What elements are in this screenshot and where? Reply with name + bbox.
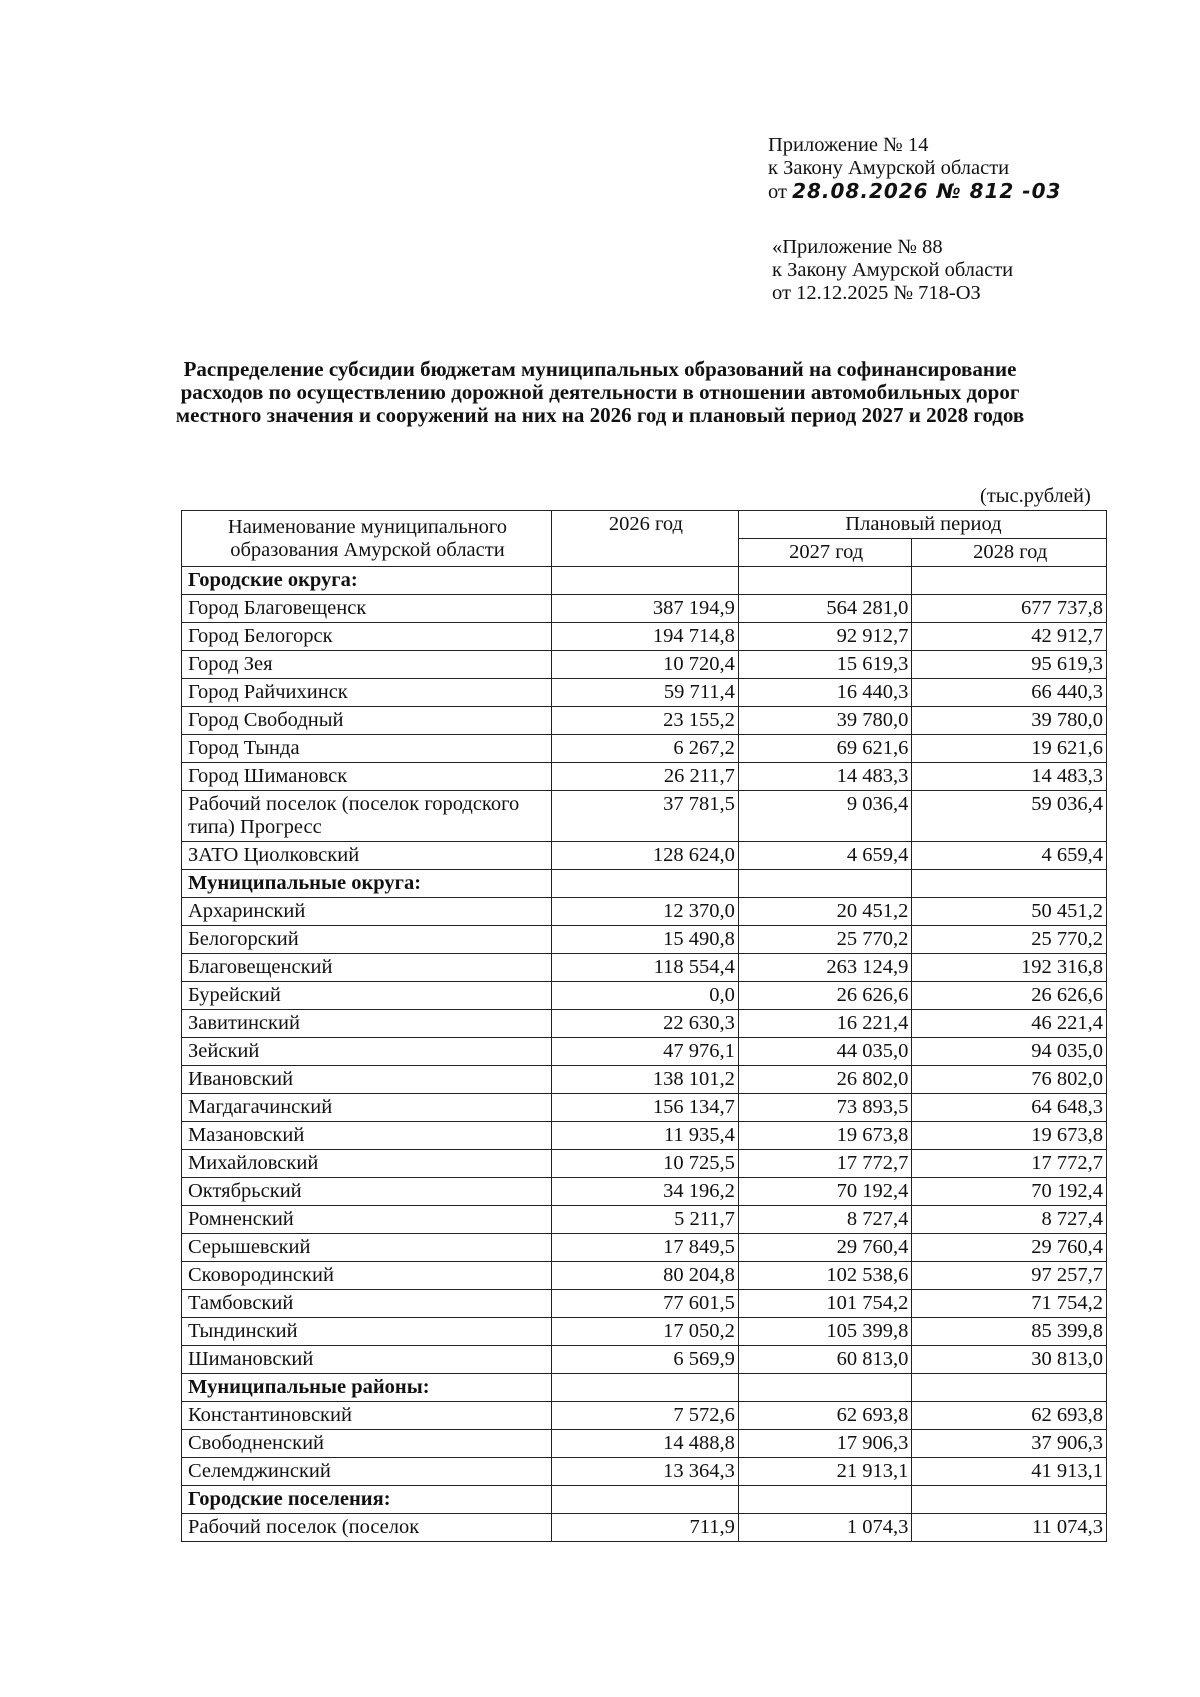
- table-row: [182, 926, 1107, 954]
- value-2027: 4 659,4: [738, 842, 912, 870]
- column-header-2026: 2026 год: [551, 511, 738, 567]
- value-2026: 11 935,4: [551, 1122, 738, 1150]
- municipality-name: Селемджинский: [182, 1458, 552, 1486]
- municipality-name: Белогорский: [182, 926, 552, 954]
- appendix-number: Приложение № 14: [768, 134, 929, 156]
- value-2026: 47 976,1: [551, 1038, 738, 1066]
- section-title: Муниципальные округа:: [182, 870, 552, 898]
- municipality-name: Михайловский: [182, 1150, 552, 1178]
- municipality-name: Город Свободный: [182, 707, 552, 735]
- section-empty-2026: [551, 1374, 738, 1402]
- value-2026: 13 364,3: [551, 1458, 738, 1486]
- section-row: [182, 1486, 1107, 1514]
- municipality-name: Тындинский: [182, 1318, 552, 1346]
- municipality-name: Мазановский: [182, 1122, 552, 1150]
- value-2027: 17 906,3: [738, 1430, 912, 1458]
- value-2028: 97 257,7: [912, 1262, 1107, 1290]
- value-2027: 16 440,3: [738, 679, 912, 707]
- table-row: [182, 735, 1107, 763]
- value-2026: 34 196,2: [551, 1178, 738, 1206]
- section-row: [182, 870, 1107, 898]
- value-2027: 44 035,0: [738, 1038, 912, 1066]
- original-appendix-header: [772, 236, 1013, 305]
- value-2027: 17 772,7: [738, 1150, 912, 1178]
- value-2026: 59 711,4: [551, 679, 738, 707]
- document-title: Распределение субсидии бюджетам муниципальных образований на софинансирование расходов по осуществлению дорожной деятельности в отношении автомобильных дорог местного значения и сооружений на них на 2026 год и плановый период 2027 и 2028 годов: [175, 357, 1025, 427]
- value-2026: 77 601,5: [551, 1290, 738, 1318]
- table-row: [182, 651, 1107, 679]
- value-2027: 70 192,4: [738, 1178, 912, 1206]
- table-row: [182, 842, 1107, 870]
- value-2026: 194 714,8: [551, 623, 738, 651]
- table-row: [182, 623, 1107, 651]
- table-row: [182, 1346, 1107, 1374]
- table-row: [182, 1430, 1107, 1458]
- section-empty-2026: [551, 870, 738, 898]
- section-empty-2027: [738, 1374, 912, 1402]
- value-2027: 62 693,8: [738, 1402, 912, 1430]
- value-2027: 1 074,3: [738, 1514, 912, 1542]
- value-2028: 26 626,6: [912, 982, 1107, 1010]
- column-header-2028: 2028 год: [912, 539, 1107, 567]
- municipality-name: Архаринский: [182, 898, 552, 926]
- value-2027: 20 451,2: [738, 898, 912, 926]
- value-2026: 23 155,2: [551, 707, 738, 735]
- table-row: [182, 595, 1107, 623]
- value-2027: 102 538,6: [738, 1262, 912, 1290]
- value-2028: 64 648,3: [912, 1094, 1107, 1122]
- value-2026: 12 370,0: [551, 898, 738, 926]
- value-2026: 138 101,2: [551, 1066, 738, 1094]
- value-2028: 46 221,4: [912, 1010, 1107, 1038]
- unit-label: (тыс.рублей): [980, 485, 1091, 507]
- appendix-header: [768, 134, 1168, 204]
- subsidy-table: [181, 510, 1107, 1542]
- value-2027: 92 912,7: [738, 623, 912, 651]
- section-title: Городские округа:: [182, 567, 552, 595]
- table-row: [182, 1178, 1107, 1206]
- table-row: [182, 1150, 1107, 1178]
- municipality-name: Город Тында: [182, 735, 552, 763]
- value-2028: 8 727,4: [912, 1206, 1107, 1234]
- table-row: [182, 1206, 1107, 1234]
- column-header-plan: Плановый период: [738, 511, 1106, 539]
- value-2026: 22 630,3: [551, 1010, 738, 1038]
- table-row: [182, 1514, 1107, 1542]
- value-2028: 71 754,2: [912, 1290, 1107, 1318]
- section-empty-2028: [912, 567, 1107, 595]
- value-2026: 14 488,8: [551, 1430, 738, 1458]
- value-2027: 69 621,6: [738, 735, 912, 763]
- value-2027: 105 399,8: [738, 1318, 912, 1346]
- value-2028: 25 770,2: [912, 926, 1107, 954]
- value-2028: 50 451,2: [912, 898, 1107, 926]
- section-empty-2028: [912, 1486, 1107, 1514]
- municipality-name: Серышевский: [182, 1234, 552, 1262]
- value-2027: 21 913,1: [738, 1458, 912, 1486]
- value-2027: 16 221,4: [738, 1010, 912, 1038]
- table-row: [182, 1290, 1107, 1318]
- table-row: [182, 1038, 1107, 1066]
- table-body: [182, 567, 1107, 1542]
- value-2028: 70 192,4: [912, 1178, 1107, 1206]
- value-2028: 76 802,0: [912, 1066, 1107, 1094]
- value-2027: 14 483,3: [738, 763, 912, 791]
- municipality-name: Свободненский: [182, 1430, 552, 1458]
- value-2026: 17 849,5: [551, 1234, 738, 1262]
- value-2028: 29 760,4: [912, 1234, 1107, 1262]
- value-2028: 37 906,3: [912, 1430, 1107, 1458]
- section-title: Городские поселения:: [182, 1486, 552, 1514]
- municipality-name: Бурейский: [182, 982, 552, 1010]
- value-2028: 62 693,8: [912, 1402, 1107, 1430]
- value-2026: 6 267,2: [551, 735, 738, 763]
- value-2028: 94 035,0: [912, 1038, 1107, 1066]
- table-row: [182, 1066, 1107, 1094]
- table-row: [182, 763, 1107, 791]
- value-2026: 10 725,5: [551, 1150, 738, 1178]
- section-empty-2027: [738, 1486, 912, 1514]
- municipality-name: Магдагачинский: [182, 1094, 552, 1122]
- value-2028: 677 737,8: [912, 595, 1107, 623]
- value-2028: 4 659,4: [912, 842, 1107, 870]
- value-2027: 29 760,4: [738, 1234, 912, 1262]
- value-2027: 101 754,2: [738, 1290, 912, 1318]
- municipality-name: Константиновский: [182, 1402, 552, 1430]
- section-row: [182, 1374, 1107, 1402]
- value-2028: 19 621,6: [912, 735, 1107, 763]
- municipality-name: Город Белогорск: [182, 623, 552, 651]
- municipality-name: Ромненский: [182, 1206, 552, 1234]
- value-2026: 10 720,4: [551, 651, 738, 679]
- value-2028: 66 440,3: [912, 679, 1107, 707]
- value-2026: 80 204,8: [551, 1262, 738, 1290]
- value-2026: 5 211,7: [551, 1206, 738, 1234]
- value-2027: 19 673,8: [738, 1122, 912, 1150]
- value-2027: 564 281,0: [738, 595, 912, 623]
- table-row: [182, 1262, 1107, 1290]
- value-2028: 14 483,3: [912, 763, 1107, 791]
- municipality-name: Город Зея: [182, 651, 552, 679]
- handwritten-date-number: 28.08.2026 № 812 -03: [792, 179, 1062, 203]
- table-row: [182, 1458, 1107, 1486]
- municipality-name: Зейский: [182, 1038, 552, 1066]
- value-2028: 59 036,4: [912, 791, 1107, 842]
- section-empty-2026: [551, 567, 738, 595]
- municipality-name: Сковородинский: [182, 1262, 552, 1290]
- appendix-date-prefix: от: [768, 181, 787, 203]
- value-2026: 118 554,4: [551, 954, 738, 982]
- municipality-name: Завитинский: [182, 1010, 552, 1038]
- section-empty-2028: [912, 1374, 1107, 1402]
- original-appendix-number: «Приложение № 88: [772, 236, 943, 258]
- value-2026: 128 624,0: [551, 842, 738, 870]
- section-title: Муниципальные районы:: [182, 1374, 552, 1402]
- value-2026: 0,0: [551, 982, 738, 1010]
- value-2026: 26 211,7: [551, 763, 738, 791]
- value-2027: 15 619,3: [738, 651, 912, 679]
- section-row: [182, 567, 1107, 595]
- table-row: [182, 707, 1107, 735]
- table-row: [182, 791, 1107, 842]
- value-2028: 95 619,3: [912, 651, 1107, 679]
- municipality-name: Ивановский: [182, 1066, 552, 1094]
- municipality-name: Октябрьский: [182, 1178, 552, 1206]
- value-2026: 17 050,2: [551, 1318, 738, 1346]
- appendix-law-ref: к Закону Амурской области: [768, 157, 1010, 179]
- table-row: [182, 1234, 1107, 1262]
- value-2027: 73 893,5: [738, 1094, 912, 1122]
- value-2028: 11 074,3: [912, 1514, 1107, 1542]
- municipality-name: Рабочий поселок (поселок: [182, 1514, 552, 1542]
- appendix-date-line: [768, 180, 1168, 204]
- column-header-name: Наименование муниципального образования Амурской области: [182, 511, 552, 567]
- original-appendix-law-ref: к Закону Амурской области: [772, 259, 1014, 281]
- value-2026: 711,9: [551, 1514, 738, 1542]
- value-2028: 17 772,7: [912, 1150, 1107, 1178]
- section-empty-2028: [912, 870, 1107, 898]
- municipality-name: Город Райчихинск: [182, 679, 552, 707]
- value-2027: 9 036,4: [738, 791, 912, 842]
- municipality-name: Рабочий поселок (поселок городского типа) Прогресс: [182, 791, 552, 842]
- table-row: [182, 898, 1107, 926]
- table-header-row: [182, 511, 1107, 539]
- value-2027: 60 813,0: [738, 1346, 912, 1374]
- section-empty-2027: [738, 567, 912, 595]
- municipality-name: Благовещенский: [182, 954, 552, 982]
- value-2027: 26 802,0: [738, 1066, 912, 1094]
- value-2026: 15 490,8: [551, 926, 738, 954]
- value-2028: 192 316,8: [912, 954, 1107, 982]
- table-row: [182, 954, 1107, 982]
- table-row: [182, 982, 1107, 1010]
- municipality-name: Тамбовский: [182, 1290, 552, 1318]
- value-2026: 7 572,6: [551, 1402, 738, 1430]
- value-2026: 37 781,5: [551, 791, 738, 842]
- municipality-name: Шимановский: [182, 1346, 552, 1374]
- value-2028: 30 813,0: [912, 1346, 1107, 1374]
- value-2027: 263 124,9: [738, 954, 912, 982]
- section-empty-2026: [551, 1486, 738, 1514]
- table-row: [182, 1122, 1107, 1150]
- table-row: [182, 1010, 1107, 1038]
- value-2027: 8 727,4: [738, 1206, 912, 1234]
- value-2028: 41 913,1: [912, 1458, 1107, 1486]
- table-row: [182, 679, 1107, 707]
- municipality-name: ЗАТО Циолковский: [182, 842, 552, 870]
- municipality-name: Город Благовещенск: [182, 595, 552, 623]
- value-2027: 25 770,2: [738, 926, 912, 954]
- value-2026: 156 134,7: [551, 1094, 738, 1122]
- municipality-name: Город Шимановск: [182, 763, 552, 791]
- value-2027: 39 780,0: [738, 707, 912, 735]
- table-row: [182, 1402, 1107, 1430]
- value-2028: 19 673,8: [912, 1122, 1107, 1150]
- original-appendix-date: от 12.12.2025 № 718-ОЗ: [772, 282, 981, 304]
- value-2027: 26 626,6: [738, 982, 912, 1010]
- value-2028: 42 912,7: [912, 623, 1107, 651]
- value-2026: 6 569,9: [551, 1346, 738, 1374]
- value-2026: 387 194,9: [551, 595, 738, 623]
- table-row: [182, 1094, 1107, 1122]
- section-empty-2027: [738, 870, 912, 898]
- value-2028: 39 780,0: [912, 707, 1107, 735]
- table-row: [182, 1318, 1107, 1346]
- value-2028: 85 399,8: [912, 1318, 1107, 1346]
- column-header-2027: 2027 год: [738, 539, 912, 567]
